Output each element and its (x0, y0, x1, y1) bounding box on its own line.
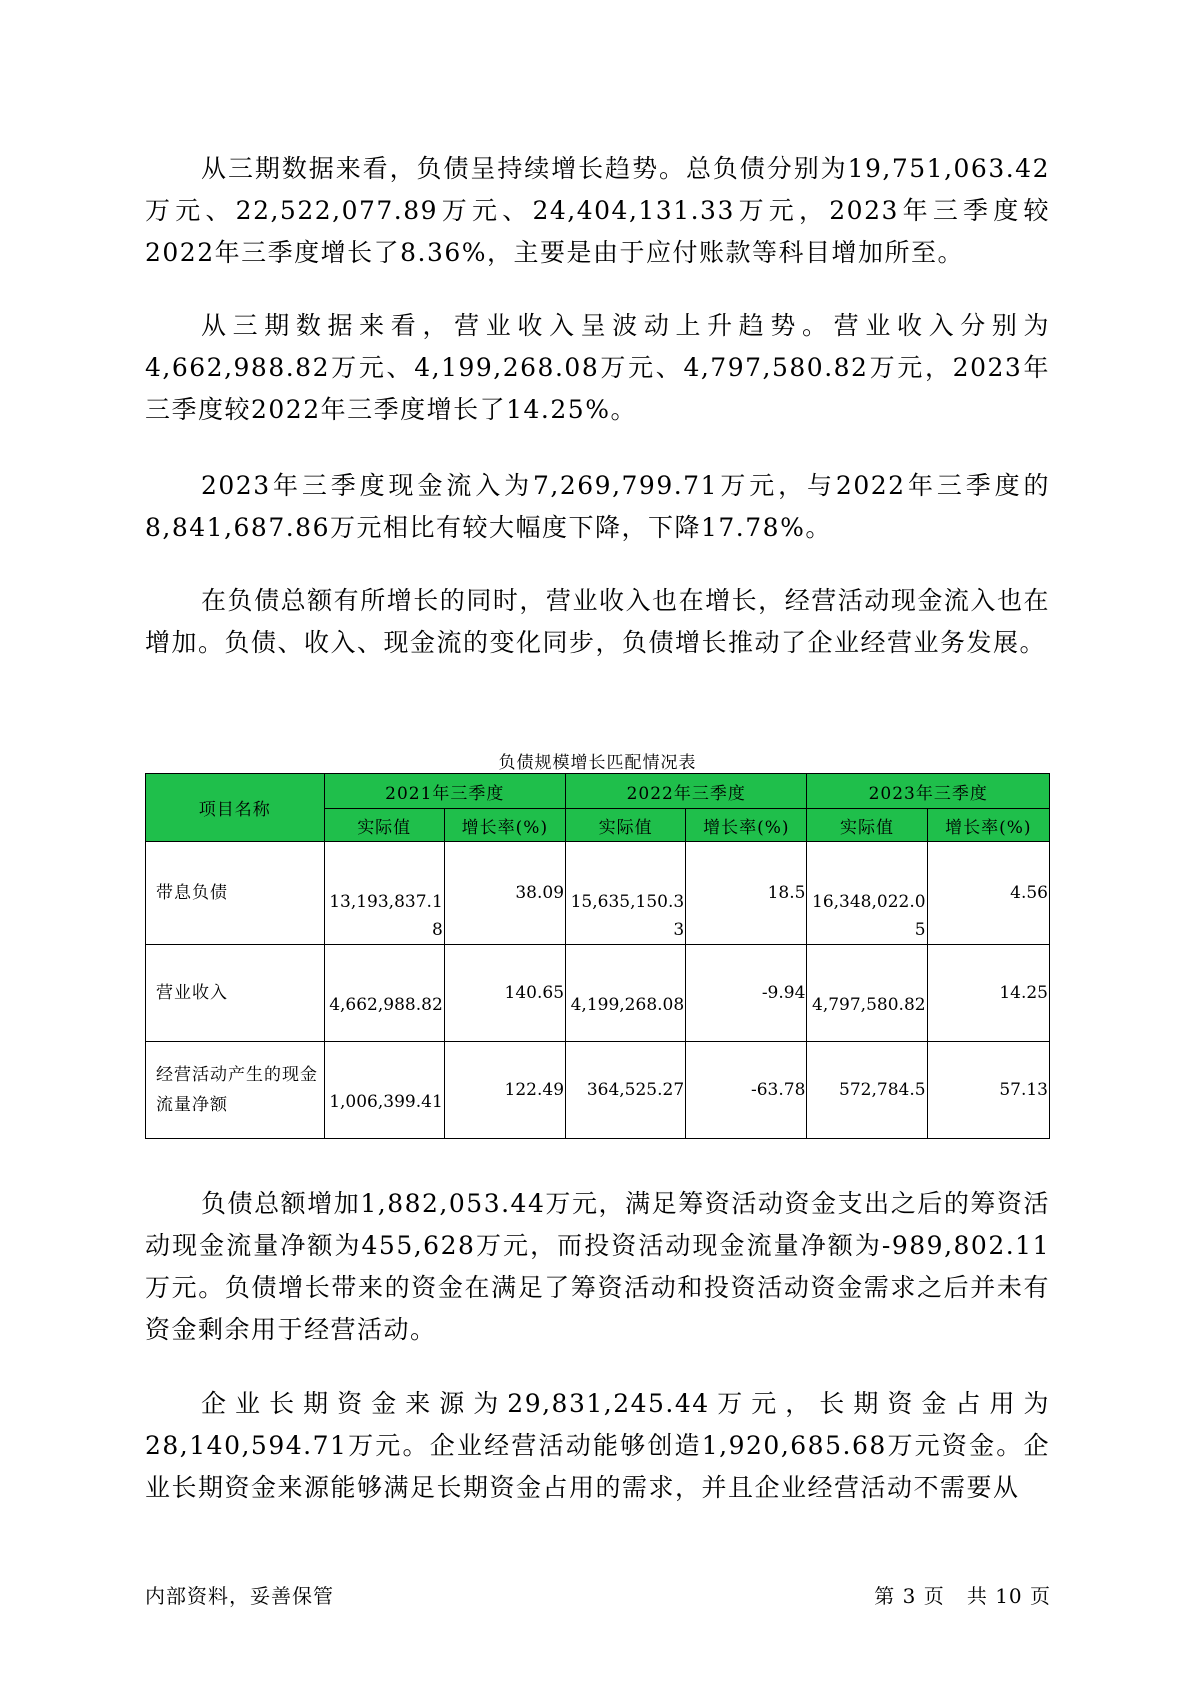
paragraph-cash-inflow: 2023年三季度现金流入为7,269,799.71万元，与2022年三季度的8,841,687.86万元相比有较大幅度下降，下降17.78%。 (145, 471, 1050, 542)
table-row (146, 1042, 1050, 1139)
growth-rate-cell: 57.13 (927, 1042, 1049, 1139)
row-name: 经营活动产生的现金流量净额 (146, 1042, 325, 1139)
paragraph-long-term-funds: 企业长期资金来源为29,831,245.44万元，长期资金占用为28,140,594.71万元。企业经营活动能够创造1,920,685.68万元资金。企业长期资金来源能够满足长期资金占用的需求，并且企业经营活动不需要从 (145, 1389, 1050, 1502)
paragraph-revenue-trend: 从三期数据来看，营业收入呈波动上升趋势。营业收入分别为4,662,988.82万元、4,199,268.08万元、4,797,580.82万元，2023年三季度较2022年三季度增长了14.25%。 (145, 311, 1050, 424)
paragraph-summary: 在负债总额有所增长的同时，营业收入也在增长，经营活动现金流入也在增加。负债、收入、现金流的变化同步，负债增长推动了企业经营业务发展。 (145, 586, 1050, 657)
table-caption: 负债规模增长匹配情况表 (498, 753, 697, 773)
actual-value-cell: 13,193,837.18 (324, 842, 444, 945)
growth-rate-cell: -9.94 (686, 945, 807, 1042)
period-header: 2022年三季度 (566, 774, 807, 809)
growth-rate-cell: 4.56 (927, 842, 1049, 945)
page-total-prefix: 共 (966, 1584, 988, 1608)
actual-value-cell: 1,006,399.41 (324, 1042, 444, 1139)
page-suffix: 页 (1030, 1584, 1051, 1608)
table-row (146, 945, 1050, 1042)
actual-value-cell: 364,525.27 (566, 1042, 686, 1139)
row-name: 营业收入 (146, 945, 325, 1042)
growth-rate-header: 增长率(%) (686, 809, 807, 842)
actual-value-header: 实际值 (807, 809, 927, 842)
actual-value-header: 实际值 (324, 809, 444, 842)
growth-rate-cell: 140.65 (444, 945, 565, 1042)
page-prefix: 第 (874, 1584, 896, 1608)
actual-value-cell: 15,635,150.33 (566, 842, 686, 945)
page-total: 10 (995, 1584, 1023, 1608)
paragraph-financing-analysis: 负债总额增加1,882,053.44万元，满足筹资活动资金支出之后的筹资活动现金流量净额为455,628万元，而投资活动现金流量净额为-989,802.11万元。负债增长带来的资金在满足了筹资活动和投资活动资金需求之后并未有资金剩余用于经营活动。 (145, 1189, 1050, 1344)
growth-rate-header: 增长率(%) (927, 809, 1049, 842)
growth-rate-cell: 38.09 (444, 842, 565, 945)
page-mid: 页 (923, 1584, 945, 1608)
paragraph-liability-trend: 从三期数据来看，负债呈持续增长趋势。总负债分别为19,751,063.42万元、22,522,077.89万元、24,404,131.33万元，2023年三季度较2022年三季度增长了8.36%，主要是由于应付账款等科目增加所至。 (145, 154, 1050, 267)
growth-rate-cell: 18.5 (686, 842, 807, 945)
actual-value-cell: 572,784.5 (807, 1042, 927, 1139)
growth-rate-header: 增长率(%) (444, 809, 565, 842)
footer-confidential-note: 内部资料，妥善保管 (145, 1584, 334, 1608)
table-row (146, 842, 1050, 945)
actual-value-header: 实际值 (566, 809, 686, 842)
period-header: 2023年三季度 (807, 774, 1050, 809)
footer-page-number (874, 1580, 1051, 1609)
item-name-header: 项目名称 (146, 774, 325, 842)
actual-value-cell: 4,662,988.82 (324, 945, 444, 1042)
page-current: 3 (902, 1584, 917, 1608)
row-name: 带息负债 (146, 842, 325, 945)
growth-rate-cell: -63.78 (686, 1042, 807, 1139)
actual-value-cell: 16,348,022.05 (807, 842, 927, 945)
growth-rate-cell: 14.25 (927, 945, 1049, 1042)
period-header: 2021年三季度 (324, 774, 565, 809)
growth-rate-cell: 122.49 (444, 1042, 565, 1139)
debt-growth-table (145, 773, 1050, 1139)
actual-value-cell: 4,199,268.08 (566, 945, 686, 1042)
actual-value-cell: 4,797,580.82 (807, 945, 927, 1042)
